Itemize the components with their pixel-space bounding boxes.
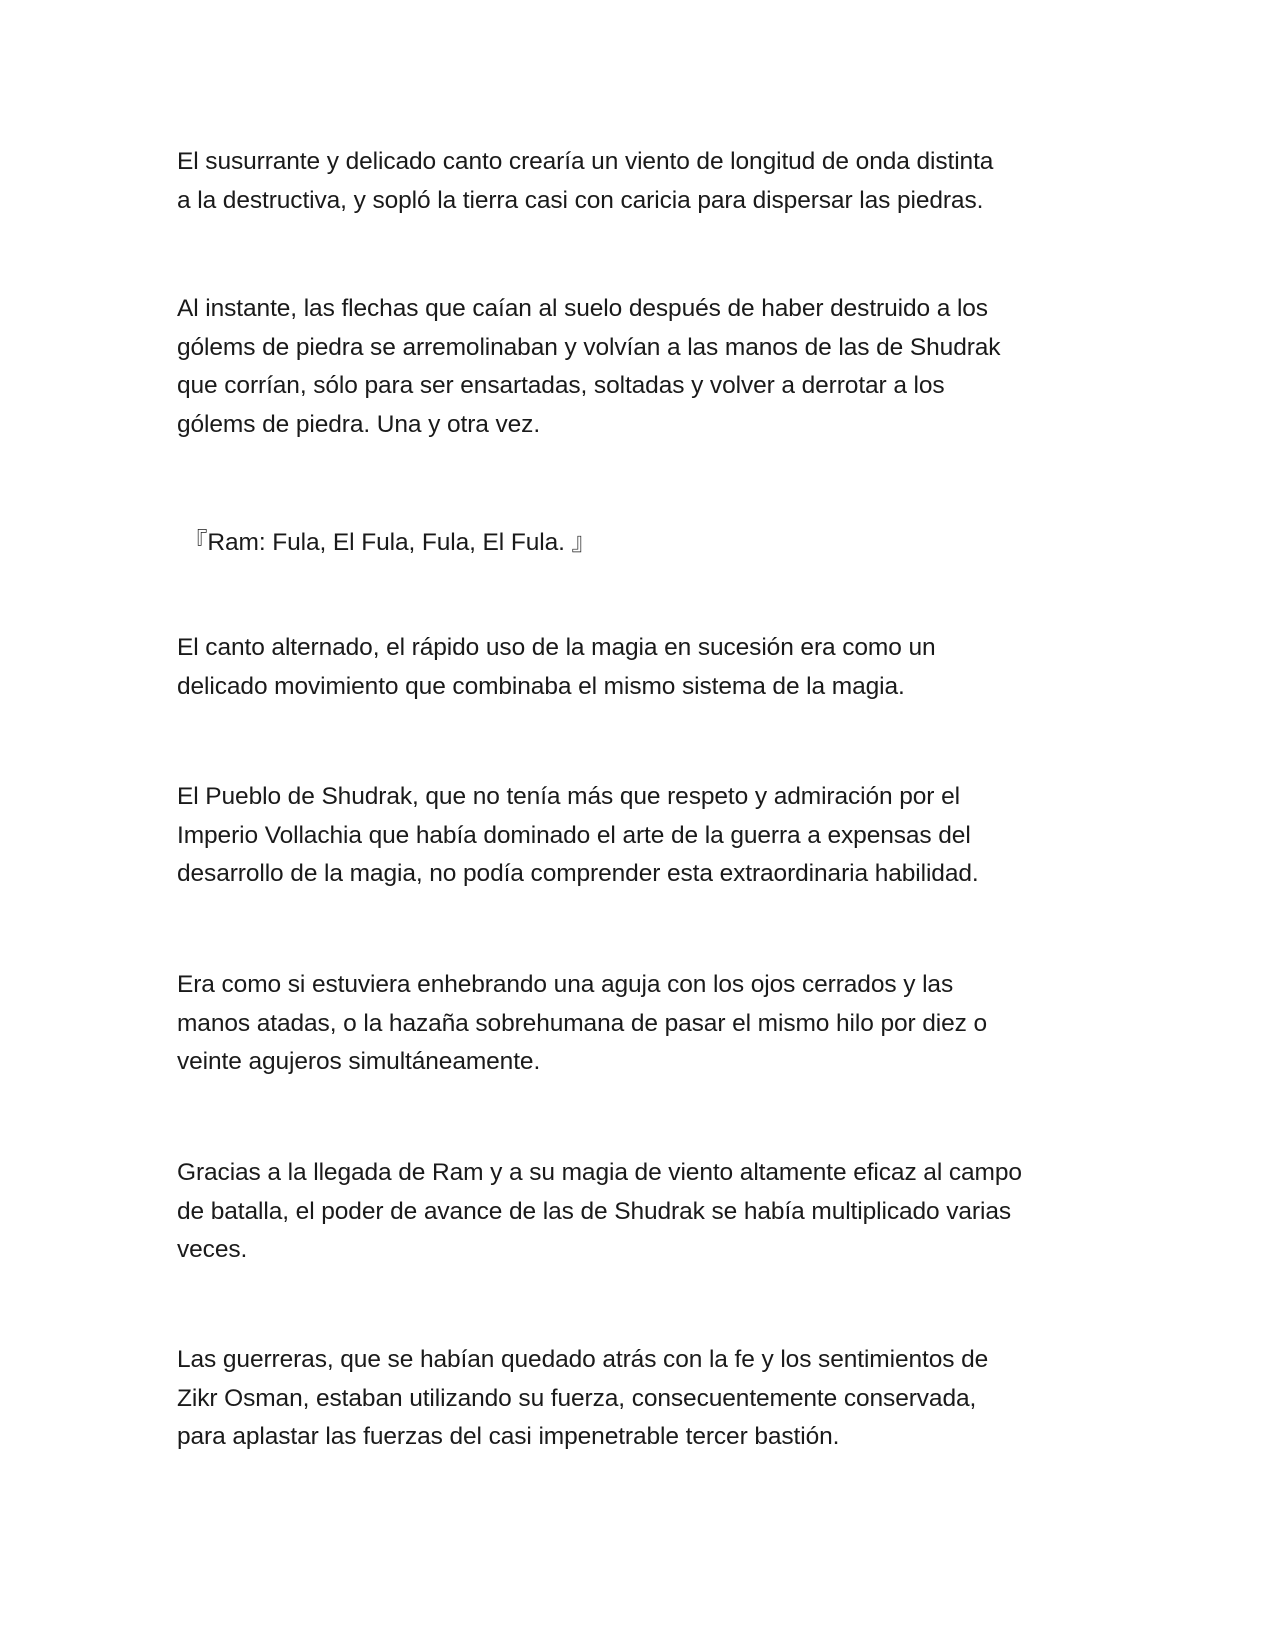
text-line: delicado movimiento que combinaba el mismo sistema de la magia. — [177, 672, 905, 700]
dialogue-line — [183, 524, 1123, 563]
text-line: para aplastar las fuerzas del casi impenetrable tercer bastión. — [177, 1423, 840, 1450]
paragraph — [177, 778, 1117, 894]
text-line: Era como si estuviera enhebrando una aguja con los ojos cerrados y las — [177, 971, 954, 998]
text-line: Al instante, las flechas que caían al suelo después de haber destruido a los — [177, 295, 988, 322]
text-line: gólems de piedra se arremolinaban y volvían a las manos de las de Shudrak — [177, 333, 1001, 361]
text-line: Zikr Osman, estaban utilizando su fuerza, consecuentemente conservada, — [177, 1384, 977, 1412]
text-line: Gracias a la llegada de Ram y a su magia de viento altamente eficaz al campo — [177, 1159, 1022, 1186]
text-line: a la destructiva, y sopló la tierra casi con caricia para dispersar las piedras. — [177, 186, 984, 214]
text-line: de batalla, el poder de avance de las de Shudrak se había multiplicado varias — [177, 1197, 1012, 1225]
text-line: desarrollo de la magia, no podía comprender esta extraordinaria habilidad. — [177, 860, 979, 887]
paragraph — [177, 1154, 1117, 1270]
paragraph — [177, 1341, 1117, 1457]
text-line: manos atadas, o la hazaña sobrehumana de pasar el mismo hilo por diez o — [177, 1009, 988, 1037]
paragraph — [177, 143, 1117, 220]
text-line: Imperio Vollachia que había dominado el arte de la guerra a expensas del — [177, 821, 971, 849]
paragraph — [177, 966, 1117, 1082]
text-line: El canto alternado, el rápido uso de la magia en sucesión era como un — [177, 634, 936, 661]
text-line: veces. — [177, 1236, 248, 1263]
paragraph — [177, 290, 1117, 444]
text-line: que corrían, sólo para ser ensartadas, soltadas y volver a derrotar a los — [177, 372, 945, 399]
text-line: El susurrante y delicado canto crearía un viento de longitud de onda distinta — [177, 148, 994, 175]
text-line: gólems de piedra. Una y otra vez. — [177, 410, 541, 438]
paragraph — [177, 629, 1117, 706]
text-line: Las guerreras, que se habían quedado atrás con la fe y los sentimientos de — [177, 1346, 989, 1373]
text-line: 『Ram: Fula, El Fula, Fula, El Fula. 』 — [183, 529, 596, 556]
text-line: El Pueblo de Shudrak, que no tenía más que respeto y admiración por el — [177, 783, 960, 810]
text-line: veinte agujeros simultáneamente. — [177, 1048, 541, 1075]
